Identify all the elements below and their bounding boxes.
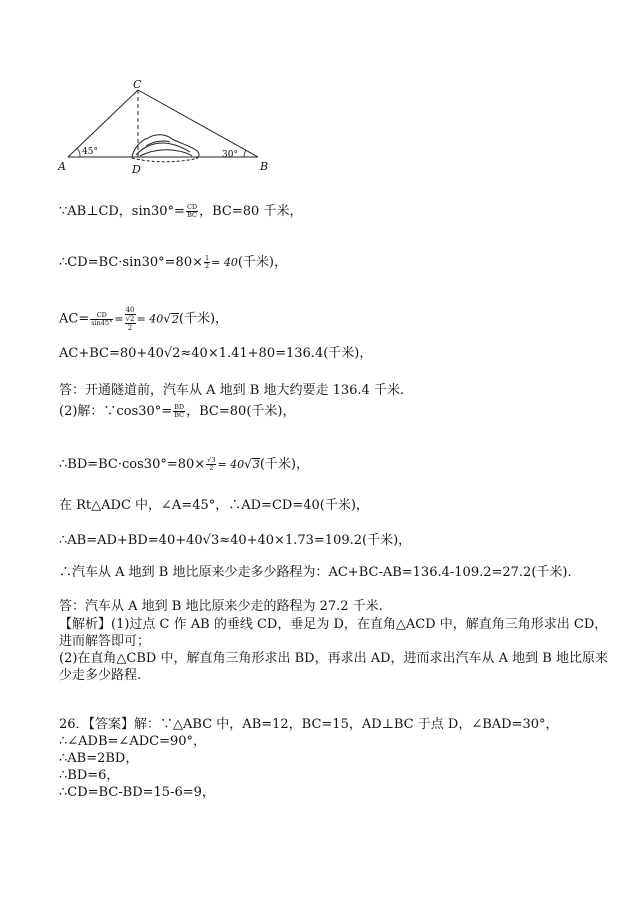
line-15: 少走多少路程. [59, 668, 142, 683]
line-6: (2)解：∵cos30°= $\frac{BD}{BC}$ ，BC=80(千米)， [59, 403, 296, 419]
fraction-40-root2-over-2: 40 √2 2 [125, 306, 135, 332]
line-11: 答：汽车从 A 地到 B 地比原来少走的路程为 27.2 千米. [59, 599, 383, 614]
line-13: 进而解答即可； [59, 634, 151, 649]
label-d: D [132, 163, 141, 176]
label-c: C [133, 78, 142, 91]
side-ac [68, 90, 138, 157]
fraction-cd-sin45: $\frac{CD}{\sin 45^\circ}$ [91, 310, 113, 327]
line-12: 【解析】(1)过点 C 作 AB 的垂线 CD，垂足为 D，在直角△ACD 中，解直角三角形求出 CD， [59, 617, 608, 632]
line-18: ∴AB=2BD， [59, 751, 139, 766]
angle-arc-b [244, 150, 246, 157]
line-9: ∴AB=AD+BD=40+40√3≈40+40×1.73=109.2(千米)， [59, 533, 412, 548]
angle-b-label: 30° [222, 150, 238, 160]
triangle-figure [0, 0, 640, 180]
line-8: 在 Rt△ADC 中，∠A=45°，∴AD=CD=40(千米)， [59, 498, 369, 513]
angle-a-label: 45° [82, 147, 98, 157]
line-1: ∵AB⊥CD，sin30°= $\frac{CD}{BC}$ ，BC=80 千米， [59, 203, 303, 219]
fraction-cd-bc: $\frac{CD}{BC}$ [186, 203, 198, 219]
line-5: 答：开通隧道前，汽车从 A 地到 B 地大约要走 136.4 千米. [59, 383, 405, 398]
side-bc [138, 90, 258, 157]
angle-arc-a [77, 148, 80, 157]
line-14: (2)在直角△CBD 中，解直角三角形求出 BD，再求出 AD，进而求出汽车从 A 地到 B 地比原来 [59, 651, 608, 666]
line-19: ∴BD=6， [59, 768, 120, 783]
tunnel-dashed-lower [132, 158, 198, 162]
fraction-half: $\frac{1}{2}$ [204, 254, 210, 270]
line-10: ∴汽车从 A 地到 B 地比原来少走多少路程为：AC+BC-AB=136.4-109.2=27.2(千米). [59, 565, 572, 580]
label-b: B [260, 160, 269, 173]
mountain-sketch [132, 135, 199, 158]
line-7: ∴BD=BC·cos30°=80× $\frac{√3}{2}$ = 40√3(千米)， [59, 456, 309, 472]
line-4: AC+BC=80+40√2≈40×1.41+80=136.4(千米)， [59, 346, 373, 361]
fraction-bd-bc: $\frac{BD}{BC}$ [174, 403, 185, 419]
line-2: ∴CD=BC·sin30°=80× $\frac{1}{2}$ = 40(千米)， [59, 254, 287, 270]
line-17: ∴∠ADB=∠ADC=90°， [59, 734, 207, 749]
line-16: 26．【答案】解：∵△ABC 中，AB=12，BC=15，AD⊥BC 于点 D，∠BAD=30°， [59, 717, 559, 732]
line-20: ∴CD=BC-BD=15-6=9， [59, 785, 215, 800]
line-3: AC= $\frac{CD}{\sin 45^\circ}$ = 40 √2 2 = 40√2(千米)， [59, 306, 229, 332]
fraction-root3-over-2: $\frac{√3}{2}$ [207, 456, 216, 472]
label-a: A [58, 160, 66, 173]
